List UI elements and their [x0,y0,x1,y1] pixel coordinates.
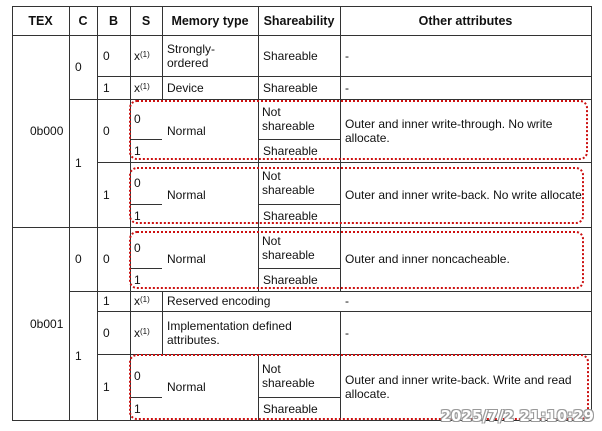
memory-type: Reserved encoding [167,294,271,308]
timestamp-watermark: 2025/7/2 21:10:29 [440,407,594,425]
shareability: Not shareable [262,233,315,262]
s-value: 1 [134,143,141,158]
c-value: 0 [75,60,82,74]
header-b: B [108,13,119,28]
b-value: 1 [103,294,110,308]
header-memory-type: Memory type [171,13,249,28]
highlight-box [129,167,584,224]
other-attributes: Outer and inner write-back. Write and read allocate. [345,373,572,401]
memory-type: Normal [167,187,206,202]
s-value: 1 [134,401,141,416]
memory-type: Normal [167,252,206,266]
b-value: 0 [103,123,110,138]
memory-type: Device [167,80,204,95]
shareability: Shareable [263,48,318,63]
b-value: 1 [103,80,110,95]
shareability: Shareable [263,80,318,95]
memory-type: Strongly-ordered [167,41,216,70]
other-attributes: Outer and inner write-through. No write allocate. [345,116,553,145]
memory-type: Implementation defined attributes. [167,318,292,347]
s-value: 0 [134,368,141,383]
b-value: 1 [103,380,110,394]
other-attributes: Outer and inner write-back. No write allocate. [345,187,586,202]
s-value: 1 [134,208,141,223]
shareability: Shareable [263,401,318,416]
shareability: Not shareable [262,169,315,197]
memory-type: Normal [167,123,206,138]
b-value: 0 [103,252,110,266]
header-c: C [78,13,88,28]
header-other-attributes: Other attributes [418,13,513,28]
tex-value: 0b001 [30,316,64,331]
shareability: Shareable [263,208,318,223]
header-tex: TEX [28,13,53,28]
s-value: 0 [134,240,141,255]
memory-type: Normal [167,380,206,394]
header-shareability: Shareability [263,13,335,28]
other-attributes: - [345,325,349,340]
grid-line [591,6,592,421]
shareability: Not shareable [262,105,315,133]
other-attributes: - [345,294,349,308]
b-value: 0 [103,325,110,340]
shareability: Shareable [263,143,318,158]
shareability: Shareable [263,272,318,287]
shareability: Not shareable [262,361,315,390]
s-value: x $^{(1)}$ [134,80,150,95]
s-value: 0 [134,176,141,190]
other-attributes: - [345,80,349,95]
highlight-box [129,100,588,160]
b-value: 1 [103,187,110,202]
s-value: 1 [134,272,141,287]
s-value: x $^{(1)}$ [134,48,150,63]
b-value: 0 [103,48,110,63]
tex-value: 0b000 [30,124,64,138]
s-value: x $^{(1)}$ [134,294,150,308]
highlight-box [129,231,584,289]
c-value: 1 [75,156,82,170]
header-s: S [141,13,151,28]
s-value: x $^{(1)}$ [134,325,150,340]
other-attributes: Outer and inner noncacheable. [345,252,510,266]
other-attributes: - [345,48,349,63]
c-value: 0 [75,252,82,266]
c-value: 1 [75,348,82,363]
s-value: 0 [134,112,141,126]
